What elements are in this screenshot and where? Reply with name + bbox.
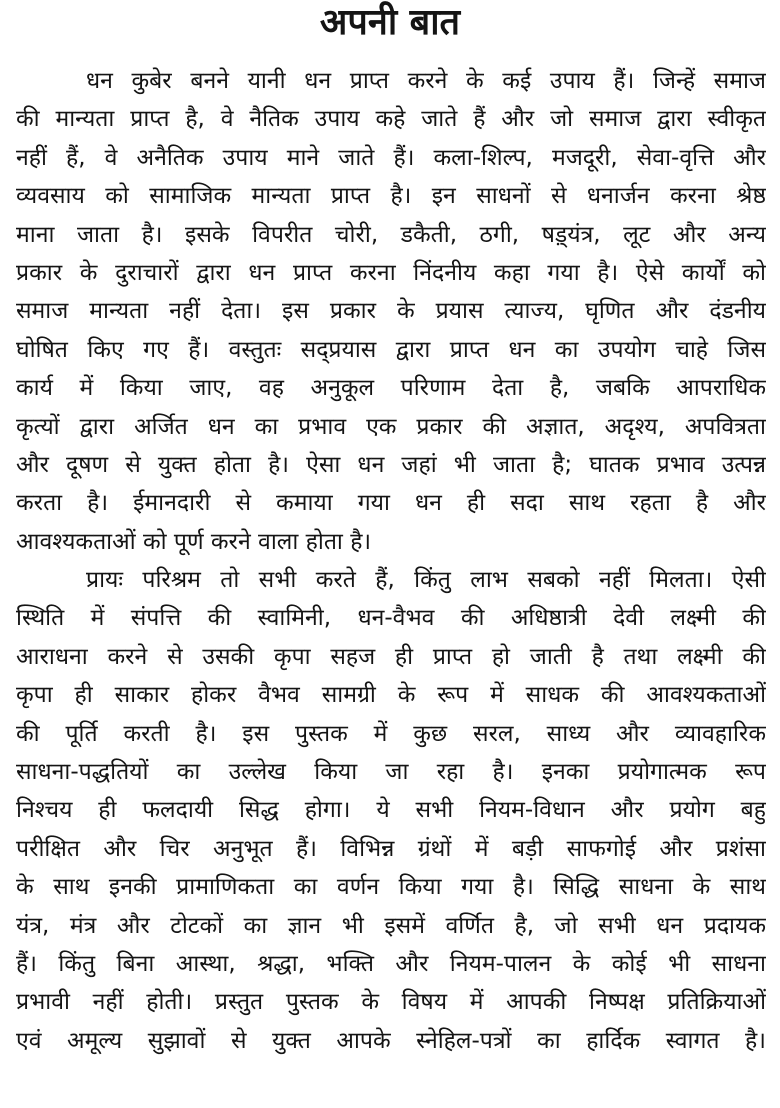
text-line: की पूर्ति करती है। इस पुस्तक में कुछ सरल, साध्य और व्यावहारिक	[16, 720, 766, 747]
text-line: हैं। किंतु बिना आस्था, श्रद्धा, भक्ति और नियम-पालन के कोई भी साधना	[16, 950, 766, 977]
text-line: आराधना करने से उसकी कृपा सहज ही प्राप्त हो जाती है तथा लक्ष्मी की	[16, 643, 766, 670]
text-line: साधना-पद्धतियों का उल्लेख किया जा रहा है। इनका प्रयोगात्मक रूप	[16, 759, 766, 786]
text-line: करता है। ईमानदारी से कमाया गया धन ही सदा साथ रहता है और	[16, 490, 766, 517]
text-line: कार्य में किया जाए, वह अनुकूल परिणाम देता है, जबकि आपराधिक	[16, 375, 766, 402]
text-line: नहीं हैं, वे अनैतिक उपाय माने जाते हैं। कला-शिल्प, मजदूरी, सेवा-वृत्ति और	[16, 144, 766, 171]
text-line: प्रकार के दुराचारों द्वारा धन प्राप्त करना निंदनीय कहा गया है। ऐसे कार्यों को	[16, 259, 766, 286]
text-line: स्थिति में संपत्ति की स्वामिनी, धन-वैभव की अधिष्ठात्री देवी लक्ष्मी की	[16, 605, 766, 632]
text-line: की मान्यता प्राप्त है, वे नैतिक उपाय कहे जाते हैं और जो समाज द्वारा स्वीकृत	[16, 106, 766, 133]
text-line: माना जाता है। इसके विपरीत चोरी, डकैती, ठगी, षड़्यंत्र, लूट और अन्य	[16, 221, 766, 248]
text-line: एवं अमूल्य सुझावों से युक्त आपके स्नेहिल-पत्रों का हार्दिक स्वागत है।	[16, 1027, 766, 1054]
text-line: धन कुबेर बनने यानी धन प्राप्त करने के कई उपाय हैं। जिन्हें समाज	[86, 68, 766, 94]
text-line: प्रभावी नहीं होती। प्रस्तुत पुस्तक के विषय में आपकी निष्पक्ष प्रतिक्रियाओं	[16, 989, 766, 1016]
text-line: परीक्षित और चिर अनुभूत हैं। विभिन्न ग्रंथों में बड़ी साफगोई और प्रशंसा	[16, 835, 766, 862]
text-line: कृत्यों द्वारा अर्जित धन का प्रभाव एक प्रकार की अज्ञात, अदृश्य, अपवित्रता	[16, 413, 766, 440]
text-line: के साथ इनकी प्रामाणिकता का वर्णन किया गया है। सिद्धि साधना के साथ	[16, 874, 766, 901]
text-line: प्रायः परिश्रम तो सभी करते हैं, किंतु लाभ सबको नहीं मिलता। ऐसी	[86, 567, 766, 594]
text-line: यंत्र, मंत्र और टोटकों का ज्ञान भी इसमें वर्णित है, जो सभी धन प्रदायक	[16, 912, 766, 939]
page-title: अपनी बात	[319, 2, 461, 43]
text-line: समाज मान्यता नहीं देता। इस प्रकार के प्रयास त्याज्य, घृणित और दंडनीय	[16, 298, 766, 325]
text-line: और दूषण से युक्त होता है। ऐसा धन जहां भी जाता है; घातक प्रभाव उत्पन्न	[16, 451, 766, 478]
paragraph-1	[16, 62, 766, 561]
document-body	[16, 62, 766, 1060]
text-line: व्यवसाय को सामाजिक मान्यता प्राप्त है। इन साधनों से धनार्जन करना श्रेष्ठ	[16, 183, 766, 210]
paragraph-2	[16, 561, 766, 1060]
text-line: आवश्यकताओं को पूर्ण करने वाला होता है।	[16, 528, 372, 555]
text-line: कृपा ही साकार होकर वैभव सामग्री के रूप में साधक की आवश्यकताओं	[16, 682, 766, 709]
text-line: घोषित किए गए हैं। वस्तुतः सद्‌प्रयास द्वारा प्राप्त धन का उपयोग चाहे जिस	[16, 336, 766, 363]
text-line: निश्चय ही फलदायी सिद्ध होगा। ये सभी नियम-विधान और प्रयोग बहु	[16, 797, 766, 824]
